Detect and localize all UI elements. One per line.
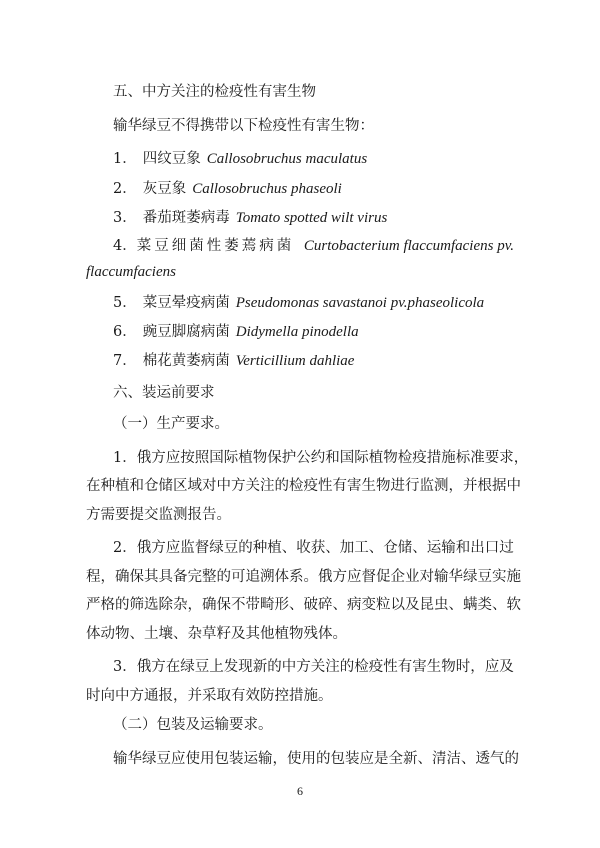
paragraph-line: 时向中方通报，并采取有效防控措施。 bbox=[86, 688, 333, 704]
pest-item bbox=[113, 208, 387, 228]
paragraph-line: 1．俄方应按照国际植物保护公约和国际植物检疫措施标准要求， bbox=[113, 450, 529, 466]
pest-chinese-name: 四纹豆象 bbox=[142, 151, 201, 167]
paragraph-line: 3．俄方在绿豆上发现新的中方关注的检疫性有害生物时，应及 bbox=[113, 659, 514, 675]
pest-chinese-name: 番茄斑萎病毒 bbox=[142, 210, 230, 226]
pest-item bbox=[113, 322, 359, 342]
pest-number: 7． bbox=[113, 353, 137, 369]
pest-scientific-name: Tomato spotted wilt virus bbox=[235, 210, 388, 226]
pest-chinese-name: 灰豆象 bbox=[142, 181, 187, 197]
pest-item bbox=[113, 351, 354, 371]
pest-item bbox=[113, 179, 342, 199]
section-6-heading: 六、装运前要求 bbox=[113, 385, 215, 401]
pest-scientific-name: Pseudomonas savastanoi pv.phaseolicola bbox=[235, 295, 485, 311]
paragraph-line: 输华绿豆应使用包装运输，使用的包装应是全新、清洁、透气的 bbox=[113, 751, 519, 767]
subsection-1-heading: （一）生产要求。 bbox=[113, 416, 229, 432]
paragraph-line: 体动物、土壤、杂草籽及其他植物残体。 bbox=[86, 626, 347, 642]
pest-number: 5． bbox=[113, 295, 137, 311]
pest-item bbox=[113, 236, 514, 256]
paragraph-line: 程，确保其具备完整的可追溯体系。俄方应督促企业对输华绿豆实施 bbox=[86, 569, 521, 585]
page-number: 6 bbox=[297, 784, 303, 798]
pest-item bbox=[113, 149, 367, 169]
paragraph-line: 严格的筛选除杂，确保不带畸形、破碎、病变粒以及昆虫、螨类、软 bbox=[86, 597, 521, 613]
section-5-heading: 五、中方关注的检疫性有害生物 bbox=[113, 84, 316, 100]
pest-number: 4． bbox=[113, 238, 137, 254]
pest-chinese-name: 菜豆晕疫病菌 bbox=[142, 295, 230, 311]
pest-scientific-name: Callosobruchus phaseoli bbox=[192, 181, 342, 197]
pest-chinese-name: 豌豆脚腐病菌 bbox=[142, 324, 230, 340]
pest-item bbox=[113, 293, 484, 313]
pest-scientific-name: Verticillium dahliae bbox=[235, 353, 355, 369]
paragraph-line: 在种植和仓储区域对中方关注的检疫性有害生物进行监测，并根据中 bbox=[86, 478, 521, 494]
pest-chinese-name: 棉花黄萎病菌 bbox=[142, 353, 230, 369]
pest-number: 2． bbox=[113, 181, 137, 197]
pest-scientific-name-continued: flaccumfaciens bbox=[86, 264, 176, 280]
pest-scientific-name: Curtobacterium flaccumfaciens pv. bbox=[303, 238, 514, 254]
section-5-intro: 输华绿豆不得携带以下检疫性有害生物： bbox=[113, 118, 374, 134]
pest-chinese-name: 菜豆细菌性萎蔫病菌 bbox=[136, 238, 295, 254]
paragraph-line: 方需要提交监测报告。 bbox=[86, 507, 231, 523]
pest-scientific-name: Callosobruchus maculatus bbox=[206, 151, 368, 167]
paragraph-line: 2．俄方应监督绿豆的种植、收获、加工、仓储、运输和出口过 bbox=[113, 540, 514, 556]
pest-number: 1． bbox=[113, 151, 137, 167]
pest-number: 6． bbox=[113, 324, 137, 340]
subsection-2-heading: （二）包装及运输要求。 bbox=[113, 717, 273, 733]
pest-scientific-name: Didymella pinodella bbox=[235, 324, 359, 340]
pest-number: 3． bbox=[113, 210, 137, 226]
